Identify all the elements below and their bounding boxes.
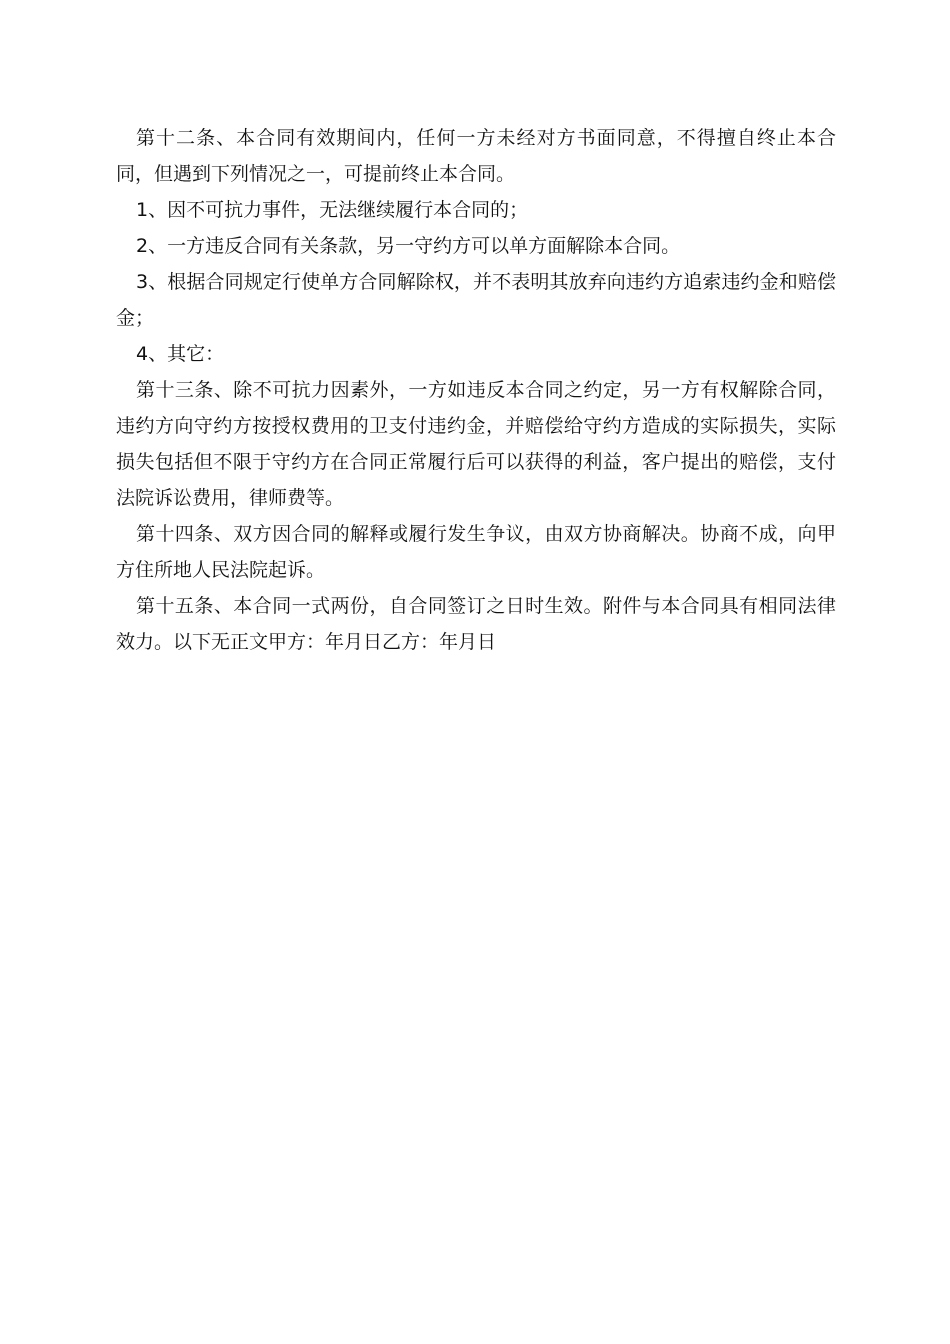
clause-14-paragraph: 第十四条、双方因合同的解释或履行发生争议，由双方协商解决。协商不成，向甲方住所地人民法院起诉。 [116, 523, 836, 581]
clause-15-paragraph: 第十五条、本合同一式两份，自合同签订之日时生效。附件与本合同具有相同法律效力。以下无正文甲方：年月日乙方：年月日 [116, 595, 836, 653]
clause-12-item-4: 4、其它： [136, 343, 225, 365]
clause-12-paragraph: 第十二条、本合同有效期间内，任何一方未经对方书面同意，不得擅自终止本合同，但遇到下列情况之一，可提前终止本合同。 [116, 127, 836, 185]
clause-12-item-2: 2、一方违反合同有关条款，另一守约方可以单方面解除本合同。 [136, 235, 681, 257]
document-body [116, 120, 836, 660]
clause-13-paragraph: 第十三条、除不可抗力因素外，一方如违反本合同之约定，另一方有权解除合同，违约方向守约方按授权费用的卫支付违约金，并赔偿给守约方造成的实际损失，实际损失包括但不限于守约方在合同正常履行后可以获得的利益，客户提出的赔偿，支付法院诉讼费用，律师费等。 [116, 379, 836, 509]
clause-12-item-1: 1、因不可抗力事件，无法继续履行本合同的； [136, 199, 529, 221]
clause-12-item-3: 3、根据合同规定行使单方合同解除权，并不表明其放弃向违约方追索违约金和赔偿金； [116, 271, 836, 329]
